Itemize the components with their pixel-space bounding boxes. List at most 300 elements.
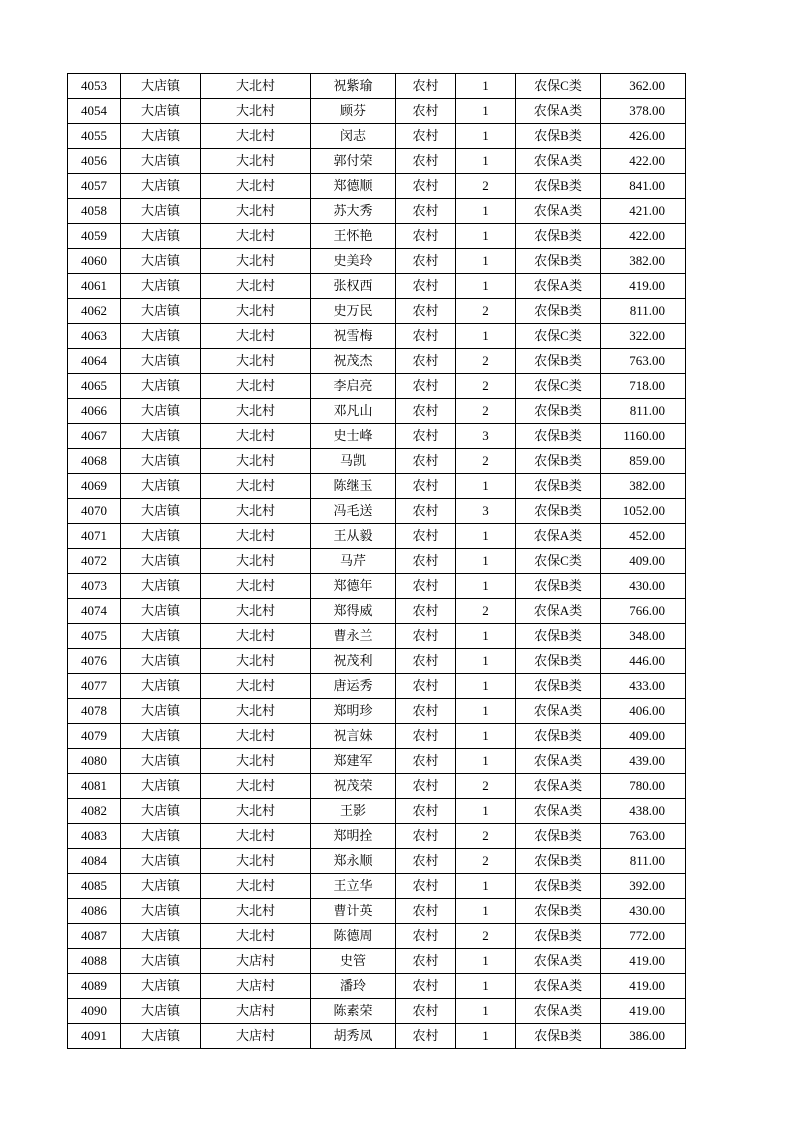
cell-village: 大北村 (201, 474, 311, 499)
cell-id: 4078 (68, 699, 121, 724)
cell-town: 大店镇 (121, 724, 201, 749)
cell-village: 大北村 (201, 574, 311, 599)
cell-type: 农村 (396, 999, 456, 1024)
table-row (68, 824, 686, 849)
cell-name: 王怀艳 (311, 224, 396, 249)
cell-village: 大北村 (201, 499, 311, 524)
cell-name: 史美玲 (311, 249, 396, 274)
cell-category: 农保B类 (516, 899, 601, 924)
benefits-table (67, 73, 686, 1049)
cell-id: 4059 (68, 224, 121, 249)
cell-type: 农村 (396, 499, 456, 524)
cell-count: 2 (456, 849, 516, 874)
cell-count: 1 (456, 624, 516, 649)
cell-count: 1 (456, 899, 516, 924)
cell-amount: 362.00 (601, 74, 686, 99)
cell-amount: 430.00 (601, 899, 686, 924)
cell-amount: 433.00 (601, 674, 686, 699)
cell-amount: 438.00 (601, 799, 686, 824)
cell-category: 农保B类 (516, 874, 601, 899)
table-row (68, 874, 686, 899)
cell-type: 农村 (396, 624, 456, 649)
table-row (68, 774, 686, 799)
cell-name: 史万民 (311, 299, 396, 324)
cell-count: 1 (456, 949, 516, 974)
cell-category: 农保B类 (516, 574, 601, 599)
cell-village: 大店村 (201, 999, 311, 1024)
cell-count: 1 (456, 199, 516, 224)
table-row (68, 499, 686, 524)
cell-type: 农村 (396, 849, 456, 874)
cell-village: 大北村 (201, 449, 311, 474)
cell-name: 郑明珍 (311, 699, 396, 724)
cell-town: 大店镇 (121, 999, 201, 1024)
cell-town: 大店镇 (121, 924, 201, 949)
cell-amount: 426.00 (601, 124, 686, 149)
cell-village: 大北村 (201, 199, 311, 224)
cell-count: 2 (456, 399, 516, 424)
cell-village: 大北村 (201, 899, 311, 924)
table-row (68, 424, 686, 449)
cell-village: 大北村 (201, 299, 311, 324)
cell-town: 大店镇 (121, 224, 201, 249)
cell-village: 大北村 (201, 874, 311, 899)
cell-category: 农保C类 (516, 74, 601, 99)
cell-category: 农保B类 (516, 224, 601, 249)
cell-count: 1 (456, 549, 516, 574)
cell-id: 4058 (68, 199, 121, 224)
cell-id: 4079 (68, 724, 121, 749)
cell-count: 2 (456, 449, 516, 474)
table-row (68, 224, 686, 249)
cell-name: 张权西 (311, 274, 396, 299)
cell-town: 大店镇 (121, 374, 201, 399)
cell-count: 1 (456, 249, 516, 274)
table-row (68, 599, 686, 624)
cell-count: 1 (456, 749, 516, 774)
cell-type: 农村 (396, 99, 456, 124)
cell-type: 农村 (396, 74, 456, 99)
cell-town: 大店镇 (121, 149, 201, 174)
cell-village: 大北村 (201, 274, 311, 299)
cell-category: 农保B类 (516, 849, 601, 874)
cell-category: 农保A类 (516, 949, 601, 974)
cell-type: 农村 (396, 199, 456, 224)
cell-type: 农村 (396, 174, 456, 199)
cell-id: 4069 (68, 474, 121, 499)
cell-name: 胡秀凤 (311, 1024, 396, 1049)
cell-id: 4086 (68, 899, 121, 924)
cell-category: 农保A类 (516, 99, 601, 124)
cell-name: 郑永顺 (311, 849, 396, 874)
cell-town: 大店镇 (121, 199, 201, 224)
table-row (68, 549, 686, 574)
cell-amount: 446.00 (601, 649, 686, 674)
cell-count: 2 (456, 924, 516, 949)
cell-name: 祝茂利 (311, 649, 396, 674)
cell-name: 王影 (311, 799, 396, 824)
cell-type: 农村 (396, 824, 456, 849)
cell-id: 4085 (68, 874, 121, 899)
cell-town: 大店镇 (121, 1024, 201, 1049)
cell-name: 郑得威 (311, 599, 396, 624)
cell-village: 大北村 (201, 324, 311, 349)
table-row (68, 74, 686, 99)
cell-count: 2 (456, 774, 516, 799)
table-row (68, 174, 686, 199)
cell-village: 大北村 (201, 149, 311, 174)
cell-type: 农村 (396, 449, 456, 474)
cell-amount: 386.00 (601, 1024, 686, 1049)
cell-id: 4075 (68, 624, 121, 649)
cell-category: 农保B类 (516, 724, 601, 749)
cell-name: 郑德年 (311, 574, 396, 599)
cell-count: 1 (456, 999, 516, 1024)
cell-town: 大店镇 (121, 549, 201, 574)
table-row (68, 99, 686, 124)
cell-amount: 419.00 (601, 974, 686, 999)
table-row (68, 449, 686, 474)
table-row (68, 474, 686, 499)
cell-amount: 763.00 (601, 349, 686, 374)
cell-id: 4089 (68, 974, 121, 999)
cell-name: 陈德周 (311, 924, 396, 949)
cell-id: 4056 (68, 149, 121, 174)
table-row (68, 999, 686, 1024)
table-row (68, 299, 686, 324)
cell-amount: 419.00 (601, 949, 686, 974)
cell-town: 大店镇 (121, 849, 201, 874)
cell-town: 大店镇 (121, 649, 201, 674)
cell-town: 大店镇 (121, 774, 201, 799)
table-row (68, 249, 686, 274)
cell-name: 王立华 (311, 874, 396, 899)
cell-village: 大北村 (201, 399, 311, 424)
cell-village: 大北村 (201, 174, 311, 199)
cell-id: 4071 (68, 524, 121, 549)
cell-category: 农保A类 (516, 999, 601, 1024)
cell-town: 大店镇 (121, 399, 201, 424)
cell-id: 4054 (68, 99, 121, 124)
cell-category: 农保B类 (516, 249, 601, 274)
cell-category: 农保B类 (516, 624, 601, 649)
cell-id: 4073 (68, 574, 121, 599)
cell-type: 农村 (396, 749, 456, 774)
cell-type: 农村 (396, 149, 456, 174)
cell-type: 农村 (396, 974, 456, 999)
cell-type: 农村 (396, 474, 456, 499)
cell-town: 大店镇 (121, 499, 201, 524)
cell-village: 大北村 (201, 799, 311, 824)
cell-count: 2 (456, 599, 516, 624)
cell-village: 大北村 (201, 699, 311, 724)
cell-town: 大店镇 (121, 674, 201, 699)
table-row (68, 624, 686, 649)
cell-category: 农保B类 (516, 299, 601, 324)
table-row (68, 1024, 686, 1049)
cell-village: 大店村 (201, 1024, 311, 1049)
cell-count: 2 (456, 349, 516, 374)
cell-category: 农保A类 (516, 524, 601, 549)
cell-count: 1 (456, 474, 516, 499)
table-row (68, 799, 686, 824)
cell-town: 大店镇 (121, 324, 201, 349)
cell-village: 大北村 (201, 424, 311, 449)
cell-amount: 841.00 (601, 174, 686, 199)
cell-village: 大北村 (201, 924, 311, 949)
cell-village: 大北村 (201, 549, 311, 574)
cell-id: 4088 (68, 949, 121, 974)
cell-town: 大店镇 (121, 624, 201, 649)
cell-name: 郑德顺 (311, 174, 396, 199)
cell-amount: 859.00 (601, 449, 686, 474)
cell-town: 大店镇 (121, 799, 201, 824)
cell-town: 大店镇 (121, 599, 201, 624)
cell-category: 农保A类 (516, 149, 601, 174)
cell-amount: 811.00 (601, 849, 686, 874)
cell-name: 冯毛送 (311, 499, 396, 524)
cell-name: 马芹 (311, 549, 396, 574)
cell-amount: 811.00 (601, 399, 686, 424)
cell-village: 大北村 (201, 224, 311, 249)
cell-id: 4053 (68, 74, 121, 99)
cell-town: 大店镇 (121, 899, 201, 924)
cell-type: 农村 (396, 899, 456, 924)
cell-count: 1 (456, 124, 516, 149)
cell-id: 4077 (68, 674, 121, 699)
cell-town: 大店镇 (121, 749, 201, 774)
cell-type: 农村 (396, 724, 456, 749)
cell-town: 大店镇 (121, 949, 201, 974)
table-row (68, 524, 686, 549)
cell-town: 大店镇 (121, 974, 201, 999)
cell-type: 农村 (396, 874, 456, 899)
cell-name: 陈素荣 (311, 999, 396, 1024)
cell-village: 大北村 (201, 524, 311, 549)
cell-village: 大北村 (201, 724, 311, 749)
cell-id: 4072 (68, 549, 121, 574)
cell-id: 4065 (68, 374, 121, 399)
cell-category: 农保B类 (516, 424, 601, 449)
cell-town: 大店镇 (121, 474, 201, 499)
cell-count: 1 (456, 699, 516, 724)
cell-village: 大店村 (201, 974, 311, 999)
table-row (68, 899, 686, 924)
cell-type: 农村 (396, 949, 456, 974)
cell-town: 大店镇 (121, 699, 201, 724)
table-row (68, 749, 686, 774)
table-row (68, 399, 686, 424)
cell-id: 4064 (68, 349, 121, 374)
cell-type: 农村 (396, 374, 456, 399)
cell-count: 1 (456, 1024, 516, 1049)
cell-count: 2 (456, 299, 516, 324)
table-row (68, 574, 686, 599)
cell-id: 4068 (68, 449, 121, 474)
cell-category: 农保B类 (516, 649, 601, 674)
cell-name: 潘玲 (311, 974, 396, 999)
table-row (68, 199, 686, 224)
cell-category: 农保B类 (516, 449, 601, 474)
cell-town: 大店镇 (121, 424, 201, 449)
cell-town: 大店镇 (121, 824, 201, 849)
cell-category: 农保A类 (516, 799, 601, 824)
cell-name: 祝茂荣 (311, 774, 396, 799)
cell-id: 4066 (68, 399, 121, 424)
cell-amount: 772.00 (601, 924, 686, 949)
cell-amount: 718.00 (601, 374, 686, 399)
cell-name: 史管 (311, 949, 396, 974)
cell-amount: 439.00 (601, 749, 686, 774)
cell-category: 农保A类 (516, 599, 601, 624)
cell-type: 农村 (396, 599, 456, 624)
cell-name: 曹计英 (311, 899, 396, 924)
cell-town: 大店镇 (121, 574, 201, 599)
cell-type: 农村 (396, 424, 456, 449)
cell-amount: 1160.00 (601, 424, 686, 449)
cell-name: 唐运秀 (311, 674, 396, 699)
cell-id: 4074 (68, 599, 121, 624)
cell-village: 大北村 (201, 674, 311, 699)
cell-village: 大北村 (201, 824, 311, 849)
cell-village: 大北村 (201, 774, 311, 799)
cell-category: 农保B类 (516, 174, 601, 199)
cell-count: 1 (456, 674, 516, 699)
cell-category: 农保B类 (516, 124, 601, 149)
cell-amount: 378.00 (601, 99, 686, 124)
cell-name: 苏大秀 (311, 199, 396, 224)
cell-count: 1 (456, 874, 516, 899)
cell-id: 4083 (68, 824, 121, 849)
cell-amount: 382.00 (601, 474, 686, 499)
table-row (68, 724, 686, 749)
cell-town: 大店镇 (121, 124, 201, 149)
cell-amount: 811.00 (601, 299, 686, 324)
cell-name: 王从毅 (311, 524, 396, 549)
table-body (68, 74, 686, 1049)
table-row (68, 149, 686, 174)
cell-amount: 430.00 (601, 574, 686, 599)
cell-count: 1 (456, 99, 516, 124)
cell-amount: 763.00 (601, 824, 686, 849)
cell-count: 1 (456, 724, 516, 749)
cell-town: 大店镇 (121, 74, 201, 99)
cell-town: 大店镇 (121, 249, 201, 274)
cell-category: 农保A类 (516, 274, 601, 299)
cell-town: 大店镇 (121, 299, 201, 324)
cell-type: 农村 (396, 1024, 456, 1049)
cell-id: 4084 (68, 849, 121, 874)
cell-village: 大北村 (201, 599, 311, 624)
cell-amount: 452.00 (601, 524, 686, 549)
cell-category: 农保B类 (516, 924, 601, 949)
cell-type: 农村 (396, 124, 456, 149)
cell-town: 大店镇 (121, 349, 201, 374)
cell-type: 农村 (396, 249, 456, 274)
cell-village: 大北村 (201, 649, 311, 674)
cell-village: 大北村 (201, 124, 311, 149)
cell-category: 农保B类 (516, 499, 601, 524)
cell-count: 1 (456, 799, 516, 824)
cell-amount: 766.00 (601, 599, 686, 624)
cell-amount: 421.00 (601, 199, 686, 224)
cell-id: 4070 (68, 499, 121, 524)
cell-town: 大店镇 (121, 524, 201, 549)
cell-id: 4057 (68, 174, 121, 199)
cell-category: 农保B类 (516, 824, 601, 849)
cell-id: 4087 (68, 924, 121, 949)
cell-name: 祝茂杰 (311, 349, 396, 374)
table-row (68, 374, 686, 399)
table-row (68, 924, 686, 949)
cell-name: 郑建军 (311, 749, 396, 774)
cell-count: 1 (456, 149, 516, 174)
cell-name: 郑明拴 (311, 824, 396, 849)
cell-type: 农村 (396, 299, 456, 324)
table-row (68, 274, 686, 299)
cell-amount: 419.00 (601, 999, 686, 1024)
cell-category: 农保A类 (516, 974, 601, 999)
cell-type: 农村 (396, 649, 456, 674)
cell-village: 大北村 (201, 99, 311, 124)
cell-count: 3 (456, 499, 516, 524)
cell-count: 1 (456, 574, 516, 599)
cell-amount: 409.00 (601, 549, 686, 574)
cell-amount: 322.00 (601, 324, 686, 349)
cell-village: 大北村 (201, 74, 311, 99)
cell-category: 农保A类 (516, 199, 601, 224)
cell-amount: 392.00 (601, 874, 686, 899)
cell-town: 大店镇 (121, 874, 201, 899)
cell-amount: 419.00 (601, 274, 686, 299)
cell-amount: 406.00 (601, 699, 686, 724)
cell-id: 4063 (68, 324, 121, 349)
cell-id: 4076 (68, 649, 121, 674)
cell-category: 农保A类 (516, 749, 601, 774)
cell-count: 1 (456, 649, 516, 674)
cell-amount: 422.00 (601, 224, 686, 249)
cell-count: 2 (456, 374, 516, 399)
table-row (68, 974, 686, 999)
cell-amount: 422.00 (601, 149, 686, 174)
cell-category: 农保B类 (516, 674, 601, 699)
cell-count: 2 (456, 174, 516, 199)
cell-name: 祝言妹 (311, 724, 396, 749)
cell-name: 马凯 (311, 449, 396, 474)
table-row (68, 849, 686, 874)
cell-amount: 780.00 (601, 774, 686, 799)
table-row (68, 674, 686, 699)
cell-id: 4055 (68, 124, 121, 149)
table-row (68, 124, 686, 149)
cell-id: 4081 (68, 774, 121, 799)
cell-count: 2 (456, 824, 516, 849)
cell-village: 大北村 (201, 349, 311, 374)
cell-name: 闵志 (311, 124, 396, 149)
cell-village: 大北村 (201, 624, 311, 649)
cell-village: 大北村 (201, 249, 311, 274)
cell-id: 4080 (68, 749, 121, 774)
cell-id: 4082 (68, 799, 121, 824)
cell-name: 祝雪梅 (311, 324, 396, 349)
cell-name: 李启亮 (311, 374, 396, 399)
cell-id: 4091 (68, 1024, 121, 1049)
cell-count: 1 (456, 224, 516, 249)
cell-type: 农村 (396, 799, 456, 824)
cell-name: 祝紫瑜 (311, 74, 396, 99)
cell-count: 1 (456, 324, 516, 349)
cell-town: 大店镇 (121, 99, 201, 124)
